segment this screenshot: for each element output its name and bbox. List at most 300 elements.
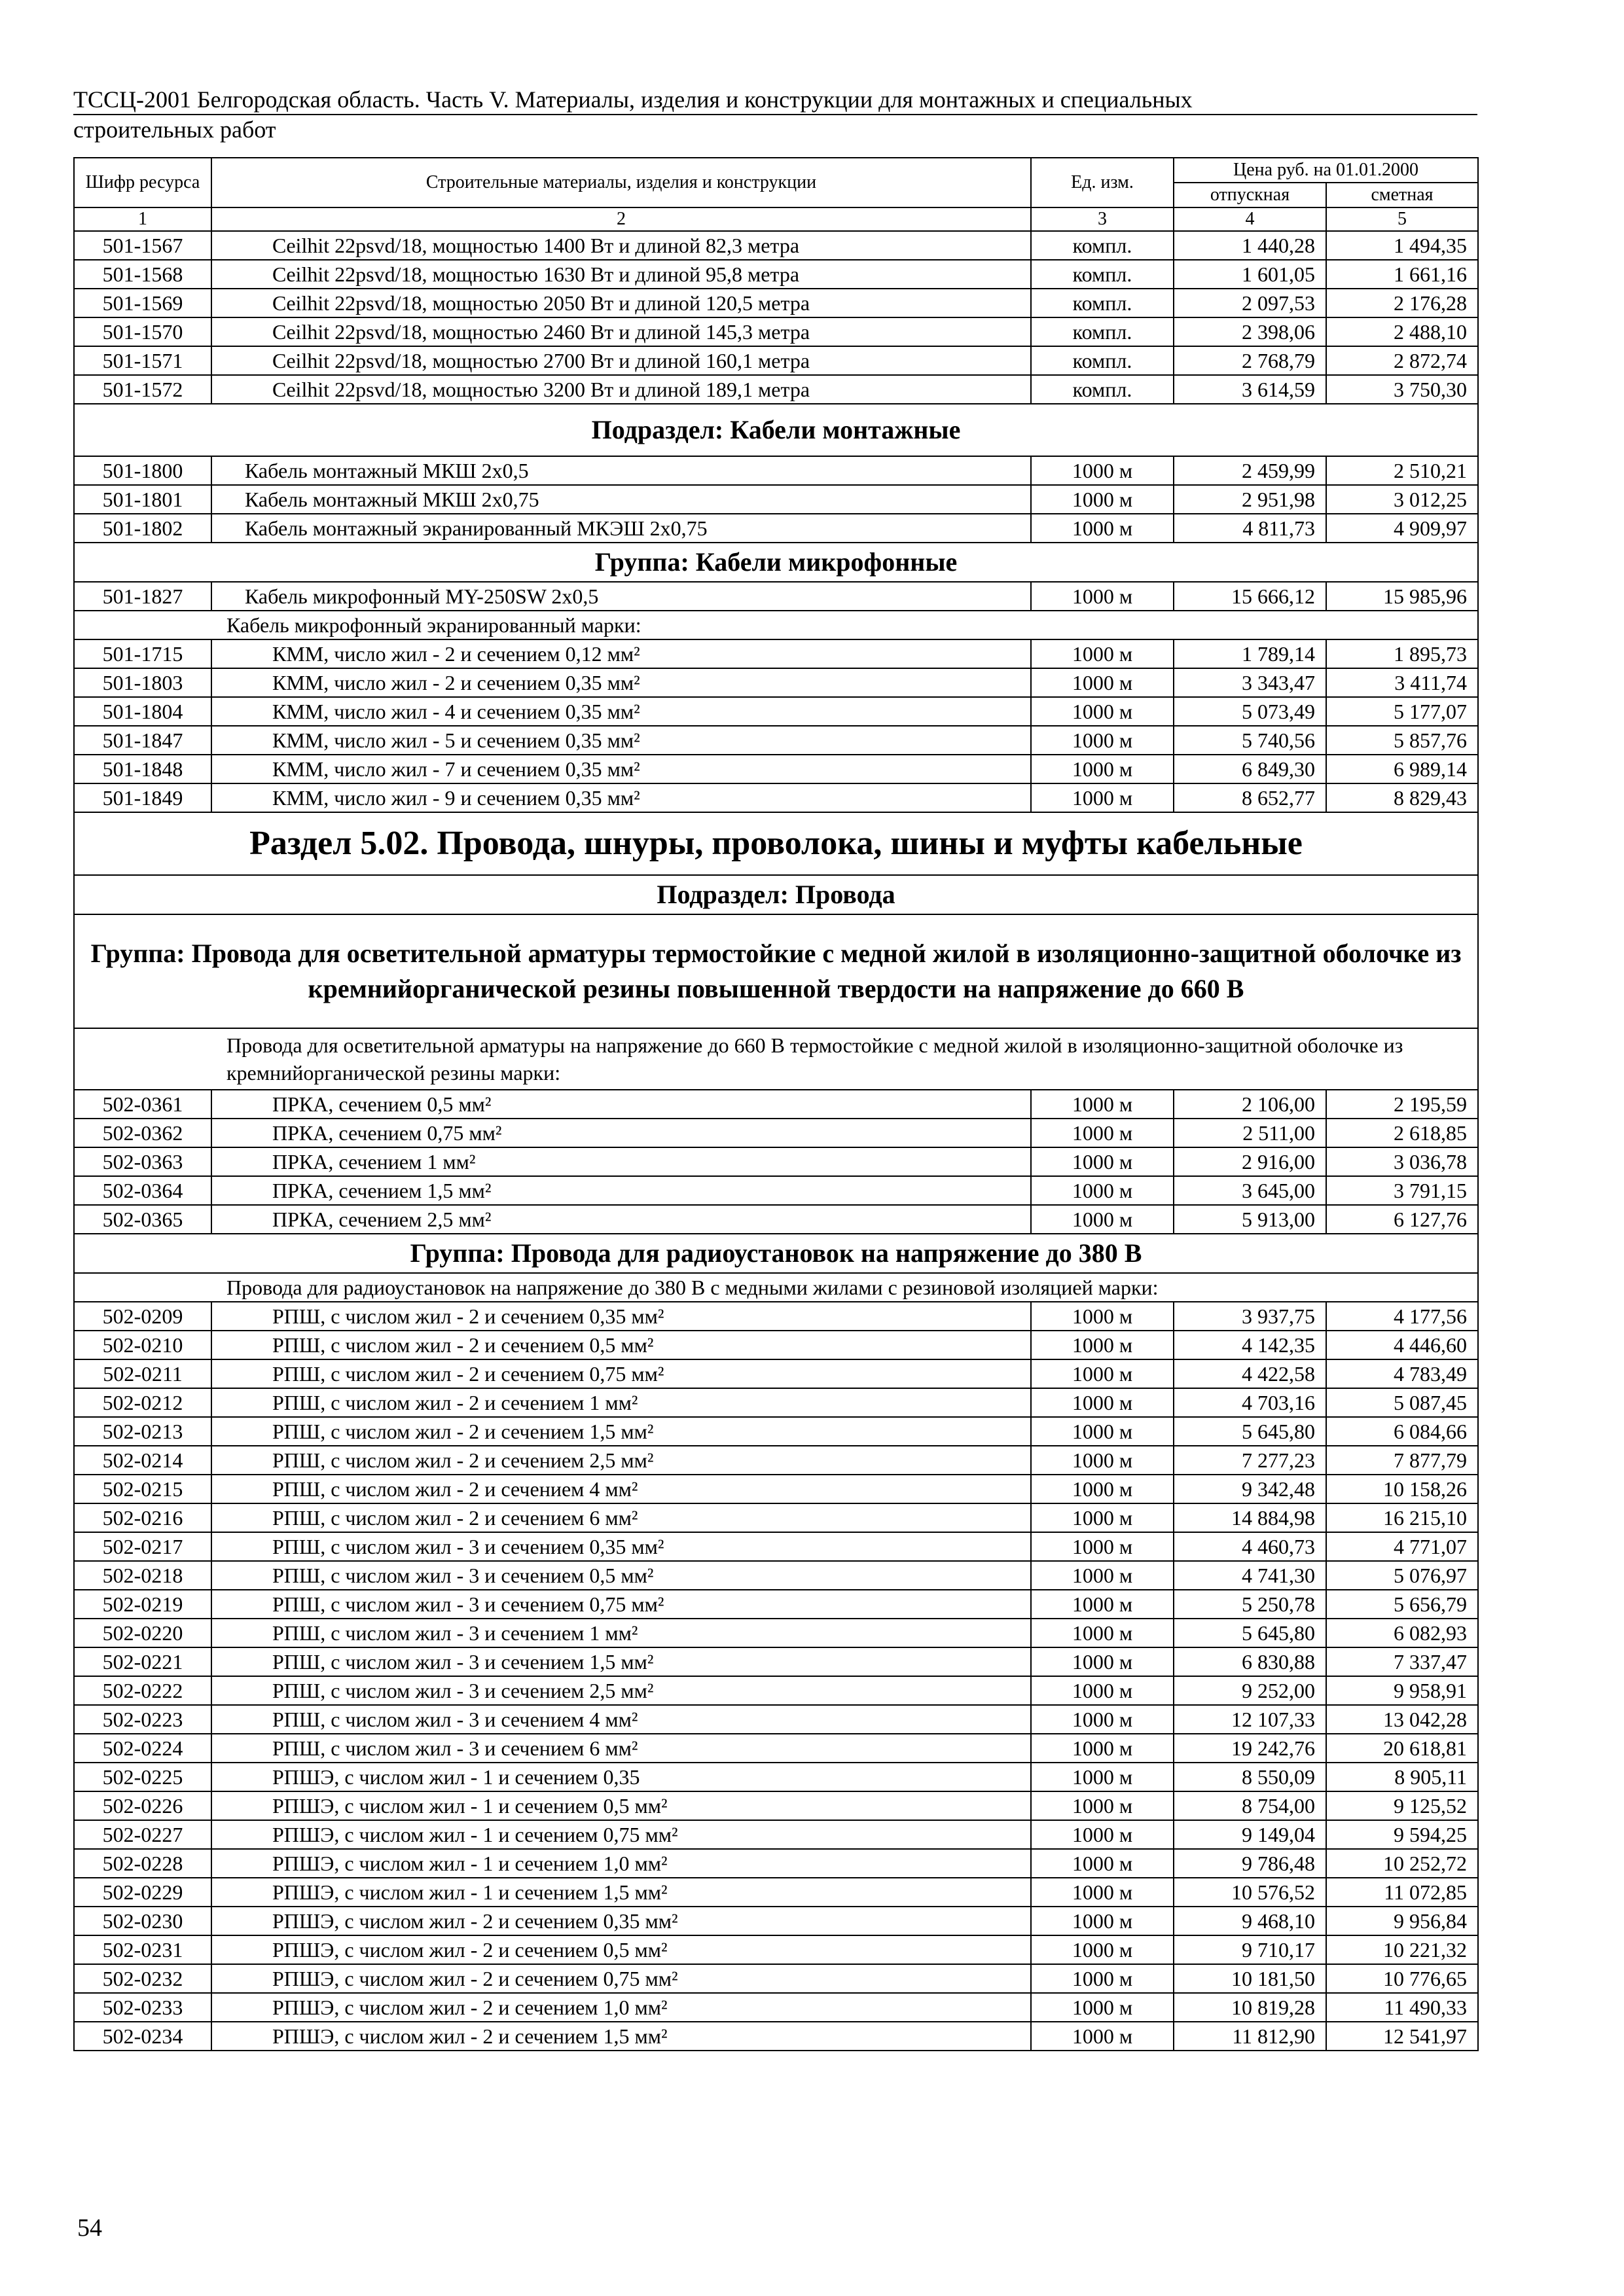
unit-of-measure: компл. bbox=[1031, 317, 1174, 346]
resource-code: 502-0362 bbox=[74, 1119, 211, 1147]
material-name: РПШЭ, с числом жил - 2 и сечением 1,0 мм² bbox=[211, 1993, 1031, 2022]
unit-of-measure: 1000 м bbox=[1031, 1532, 1174, 1561]
estimate-price: 5 857,76 bbox=[1326, 726, 1478, 755]
release-price: 9 786,48 bbox=[1174, 1849, 1326, 1878]
unit-of-measure: компл. bbox=[1031, 289, 1174, 317]
table-row bbox=[74, 1532, 1478, 1561]
resource-code: 501-1800 bbox=[74, 456, 211, 485]
release-price: 5 645,80 bbox=[1174, 1619, 1326, 1647]
unit-of-measure: 1000 м bbox=[1031, 1647, 1174, 1676]
resource-code: 502-0224 bbox=[74, 1734, 211, 1763]
table-row bbox=[74, 1878, 1478, 1907]
material-name: Кабель монтажный экранированный МКЭШ 2х0,75 bbox=[211, 514, 1031, 543]
table-row bbox=[74, 1763, 1478, 1791]
material-name: РПШ, с числом жил - 2 и сечением 1,5 мм² bbox=[211, 1417, 1031, 1446]
group-note: Кабель микрофонный экранированный марки: bbox=[74, 611, 1478, 639]
estimate-price: 5 177,07 bbox=[1326, 697, 1478, 726]
unit-of-measure: 1000 м bbox=[1031, 1561, 1174, 1590]
material-name: Ceilhit 22psvd/18, мощностью 1630 Вт и длиной 95,8 метра bbox=[211, 260, 1031, 289]
estimate-price: 6 989,14 bbox=[1326, 755, 1478, 783]
unit-of-measure: 1000 м bbox=[1031, 726, 1174, 755]
estimate-price: 9 594,25 bbox=[1326, 1820, 1478, 1849]
unit-of-measure: компл. bbox=[1031, 346, 1174, 375]
unit-of-measure: 1000 м bbox=[1031, 1878, 1174, 1907]
table-row bbox=[74, 375, 1478, 404]
resource-code: 502-0223 bbox=[74, 1705, 211, 1734]
estimate-price: 2 510,21 bbox=[1326, 456, 1478, 485]
unit-of-measure: 1000 м bbox=[1031, 1763, 1174, 1791]
estimate-price: 1 895,73 bbox=[1326, 639, 1478, 668]
release-price: 4 811,73 bbox=[1174, 514, 1326, 543]
release-price: 9 468,10 bbox=[1174, 1907, 1326, 1935]
release-price: 4 422,58 bbox=[1174, 1359, 1326, 1388]
release-price: 3 937,75 bbox=[1174, 1302, 1326, 1331]
resource-code: 502-0219 bbox=[74, 1590, 211, 1619]
table-row bbox=[74, 582, 1478, 611]
table-row bbox=[74, 1935, 1478, 1964]
release-price: 19 242,76 bbox=[1174, 1734, 1326, 1763]
material-name: КММ, число жил - 5 и сечением 0,35 мм² bbox=[211, 726, 1031, 755]
table-row bbox=[74, 1331, 1478, 1359]
unit-of-measure: 1000 м bbox=[1031, 1935, 1174, 1964]
estimate-price: 4 446,60 bbox=[1326, 1331, 1478, 1359]
material-name: РПШ, с числом жил - 3 и сечением 4 мм² bbox=[211, 1705, 1031, 1734]
resource-code: 501-1715 bbox=[74, 639, 211, 668]
col-number: 3 bbox=[1031, 207, 1174, 231]
running-header-line2: строительных работ bbox=[73, 117, 276, 143]
estimate-price: 6 084,66 bbox=[1326, 1417, 1478, 1446]
unit-of-measure: 1000 м bbox=[1031, 456, 1174, 485]
table-row bbox=[74, 1417, 1478, 1446]
table-row bbox=[74, 1964, 1478, 1993]
subsection-heading: Подраздел: Кабели монтажные bbox=[74, 404, 1478, 456]
estimate-price: 20 618,81 bbox=[1326, 1734, 1478, 1763]
material-name: РПШЭ, с числом жил - 1 и сечением 0,75 мм² bbox=[211, 1820, 1031, 1849]
material-name: Кабель микрофонный MY-250SW 2х0,5 bbox=[211, 582, 1031, 611]
resource-code: 502-0209 bbox=[74, 1302, 211, 1331]
release-price: 4 703,16 bbox=[1174, 1388, 1326, 1417]
table-row bbox=[74, 1619, 1478, 1647]
release-price: 2 106,00 bbox=[1174, 1090, 1326, 1119]
material-name: РПШ, с числом жил - 3 и сечением 2,5 мм² bbox=[211, 1676, 1031, 1705]
resource-code: 502-0211 bbox=[74, 1359, 211, 1388]
release-price: 5 250,78 bbox=[1174, 1590, 1326, 1619]
estimate-price: 10 252,72 bbox=[1326, 1849, 1478, 1878]
resource-code: 502-0217 bbox=[74, 1532, 211, 1561]
unit-of-measure: 1000 м bbox=[1031, 755, 1174, 783]
release-price: 9 342,48 bbox=[1174, 1475, 1326, 1503]
unit-of-measure: 1000 м bbox=[1031, 1676, 1174, 1705]
unit-of-measure: 1000 м bbox=[1031, 668, 1174, 697]
release-price: 7 277,23 bbox=[1174, 1446, 1326, 1475]
section-heading: Раздел 5.02. Провода, шнуры, проволока, шины и муфты кабельные bbox=[74, 812, 1478, 875]
running-header bbox=[73, 85, 1477, 144]
unit-of-measure: 1000 м bbox=[1031, 1820, 1174, 1849]
release-price: 3 645,00 bbox=[1174, 1176, 1326, 1205]
col-header-estimate-price: сметная bbox=[1326, 183, 1478, 207]
col-header-unit: Ед. изм. bbox=[1031, 158, 1174, 207]
col-header-release-price: отпускная bbox=[1174, 183, 1326, 207]
table-row bbox=[74, 289, 1478, 317]
page-number: 54 bbox=[77, 2214, 102, 2242]
estimate-price: 2 488,10 bbox=[1326, 317, 1478, 346]
estimate-price: 10 221,32 bbox=[1326, 1935, 1478, 1964]
material-name: РПШ, с числом жил - 2 и сечением 4 мм² bbox=[211, 1475, 1031, 1503]
resource-code: 502-0218 bbox=[74, 1561, 211, 1590]
estimate-price: 9 956,84 bbox=[1326, 1907, 1478, 1935]
material-name: РПШ, с числом жил - 2 и сечением 1 мм² bbox=[211, 1388, 1031, 1417]
col-header-price: Цена руб. на 01.01.2000 bbox=[1174, 158, 1478, 183]
release-price: 10 576,52 bbox=[1174, 1878, 1326, 1907]
estimate-price: 6 127,76 bbox=[1326, 1205, 1478, 1234]
material-name: РПШЭ, с числом жил - 1 и сечением 0,5 мм² bbox=[211, 1791, 1031, 1820]
resource-code: 501-1847 bbox=[74, 726, 211, 755]
unit-of-measure: 1000 м bbox=[1031, 1791, 1174, 1820]
unit-of-measure: 1000 м bbox=[1031, 582, 1174, 611]
release-price: 8 652,77 bbox=[1174, 783, 1326, 812]
table-row bbox=[74, 1205, 1478, 1234]
resource-code: 501-1801 bbox=[74, 485, 211, 514]
release-price: 12 107,33 bbox=[1174, 1705, 1326, 1734]
group-heading: Подраздел: Провода bbox=[74, 875, 1478, 914]
resource-code: 502-0225 bbox=[74, 1763, 211, 1791]
resource-code: 501-1571 bbox=[74, 346, 211, 375]
material-name: Кабель монтажный МКШ 2х0,75 bbox=[211, 485, 1031, 514]
release-price: 1 440,28 bbox=[1174, 231, 1326, 260]
group-heading-row bbox=[74, 1234, 1478, 1273]
group-note-row bbox=[74, 1028, 1478, 1090]
material-name: Ceilhit 22psvd/18, мощностью 1400 Вт и длиной 82,3 метра bbox=[211, 231, 1031, 260]
resource-code: 502-0227 bbox=[74, 1820, 211, 1849]
group-heading-row bbox=[74, 875, 1478, 914]
table-row bbox=[74, 783, 1478, 812]
material-name: РПШ, с числом жил - 3 и сечением 1,5 мм² bbox=[211, 1647, 1031, 1676]
release-price: 4 460,73 bbox=[1174, 1532, 1326, 1561]
resource-code: 502-0232 bbox=[74, 1964, 211, 1993]
estimate-price: 3 036,78 bbox=[1326, 1147, 1478, 1176]
unit-of-measure: компл. bbox=[1031, 260, 1174, 289]
estimate-price: 9 958,91 bbox=[1326, 1676, 1478, 1705]
unit-of-measure: 1000 м bbox=[1031, 1964, 1174, 1993]
estimate-price: 2 195,59 bbox=[1326, 1090, 1478, 1119]
col-number: 5 bbox=[1326, 207, 1478, 231]
estimate-price: 11 072,85 bbox=[1326, 1878, 1478, 1907]
material-name: РПШ, с числом жил - 2 и сечением 2,5 мм² bbox=[211, 1446, 1031, 1475]
resource-code: 502-0231 bbox=[74, 1935, 211, 1964]
resource-code: 501-1568 bbox=[74, 260, 211, 289]
estimate-price: 2 618,85 bbox=[1326, 1119, 1478, 1147]
release-price: 8 550,09 bbox=[1174, 1763, 1326, 1791]
unit-of-measure: 1000 м bbox=[1031, 697, 1174, 726]
running-header-line1: ТССЦ-2001 Белгородская область. Часть V. Материалы, изделия и конструкции для монтажных и специальных bbox=[73, 85, 1477, 115]
table-row bbox=[74, 639, 1478, 668]
resource-code: 502-0234 bbox=[74, 2022, 211, 2051]
material-name: КММ, число жил - 7 и сечением 0,35 мм² bbox=[211, 755, 1031, 783]
estimate-price: 13 042,28 bbox=[1326, 1705, 1478, 1734]
release-price: 9 252,00 bbox=[1174, 1676, 1326, 1705]
estimate-price: 6 082,93 bbox=[1326, 1619, 1478, 1647]
resource-code: 502-0228 bbox=[74, 1849, 211, 1878]
resource-code: 501-1849 bbox=[74, 783, 211, 812]
table-row bbox=[74, 1590, 1478, 1619]
table-row bbox=[74, 485, 1478, 514]
unit-of-measure: 1000 м bbox=[1031, 1475, 1174, 1503]
resource-code: 502-0210 bbox=[74, 1331, 211, 1359]
resource-code: 501-1569 bbox=[74, 289, 211, 317]
group-note-row bbox=[74, 611, 1478, 639]
resource-code: 501-1804 bbox=[74, 697, 211, 726]
resource-code: 501-1827 bbox=[74, 582, 211, 611]
material-name: РПШ, с числом жил - 2 и сечением 0,5 мм² bbox=[211, 1331, 1031, 1359]
material-name: ПРКА, сечением 2,5 мм² bbox=[211, 1205, 1031, 1234]
estimate-price: 8 905,11 bbox=[1326, 1763, 1478, 1791]
estimate-price: 4 771,07 bbox=[1326, 1532, 1478, 1561]
table-row bbox=[74, 755, 1478, 783]
resource-code: 501-1567 bbox=[74, 231, 211, 260]
estimate-price: 11 490,33 bbox=[1326, 1993, 1478, 2022]
material-name: РПШ, с числом жил - 2 и сечением 0,35 мм² bbox=[211, 1302, 1031, 1331]
release-price: 14 884,98 bbox=[1174, 1503, 1326, 1532]
table-row bbox=[74, 1820, 1478, 1849]
unit-of-measure: 1000 м bbox=[1031, 1205, 1174, 1234]
estimate-price: 7 877,79 bbox=[1326, 1446, 1478, 1475]
table-row bbox=[74, 317, 1478, 346]
estimate-price: 9 125,52 bbox=[1326, 1791, 1478, 1820]
table-row bbox=[74, 1475, 1478, 1503]
material-name: Ceilhit 22psvd/18, мощностью 3200 Вт и длиной 189,1 метра bbox=[211, 375, 1031, 404]
release-price: 2 459,99 bbox=[1174, 456, 1326, 485]
table-row bbox=[74, 1791, 1478, 1820]
table-row bbox=[74, 1676, 1478, 1705]
unit-of-measure: 1000 м bbox=[1031, 1993, 1174, 2022]
material-name: РПШЭ, с числом жил - 2 и сечением 0,75 мм² bbox=[211, 1964, 1031, 1993]
release-price: 6 849,30 bbox=[1174, 755, 1326, 783]
table-row bbox=[74, 668, 1478, 697]
group-heading-row bbox=[74, 543, 1478, 582]
release-price: 4 142,35 bbox=[1174, 1331, 1326, 1359]
release-price: 3 614,59 bbox=[1174, 375, 1326, 404]
material-name: Ceilhit 22psvd/18, мощностью 2700 Вт и длиной 160,1 метра bbox=[211, 346, 1031, 375]
unit-of-measure: 1000 м bbox=[1031, 1388, 1174, 1417]
estimate-price: 16 215,10 bbox=[1326, 1503, 1478, 1532]
estimate-price: 4 783,49 bbox=[1326, 1359, 1478, 1388]
resource-code: 502-0230 bbox=[74, 1907, 211, 1935]
material-name: КММ, число жил - 2 и сечением 0,12 мм² bbox=[211, 639, 1031, 668]
resource-code: 502-0361 bbox=[74, 1090, 211, 1119]
resource-code: 501-1570 bbox=[74, 317, 211, 346]
release-price: 10 181,50 bbox=[1174, 1964, 1326, 1993]
estimate-price: 4 909,97 bbox=[1326, 514, 1478, 543]
material-name: ПРКА, сечением 1,5 мм² bbox=[211, 1176, 1031, 1205]
unit-of-measure: 1000 м bbox=[1031, 783, 1174, 812]
resource-code: 502-0214 bbox=[74, 1446, 211, 1475]
estimate-price: 1 661,16 bbox=[1326, 260, 1478, 289]
section-heading-row bbox=[74, 812, 1478, 875]
resource-code: 501-1803 bbox=[74, 668, 211, 697]
unit-of-measure: компл. bbox=[1031, 231, 1174, 260]
group-heading: Группа: Провода для радиоустановок на напряжение до 380 В bbox=[74, 1234, 1478, 1273]
resource-code: 502-0216 bbox=[74, 1503, 211, 1532]
release-price: 2 511,00 bbox=[1174, 1119, 1326, 1147]
unit-of-measure: 1000 м bbox=[1031, 639, 1174, 668]
resource-code: 502-0221 bbox=[74, 1647, 211, 1676]
estimate-price: 3 012,25 bbox=[1326, 485, 1478, 514]
release-price: 6 830,88 bbox=[1174, 1647, 1326, 1676]
estimate-price: 12 541,97 bbox=[1326, 2022, 1478, 2051]
resource-code: 502-0226 bbox=[74, 1791, 211, 1820]
subsection-heading-row bbox=[74, 404, 1478, 456]
unit-of-measure: 1000 м bbox=[1031, 1619, 1174, 1647]
table-row bbox=[74, 1302, 1478, 1331]
material-name: РПШЭ, с числом жил - 1 и сечением 1,0 мм² bbox=[211, 1849, 1031, 1878]
table-row bbox=[74, 1119, 1478, 1147]
group-heading-row bbox=[74, 914, 1478, 1028]
material-name: КММ, число жил - 9 и сечением 0,35 мм² bbox=[211, 783, 1031, 812]
unit-of-measure: 1000 м bbox=[1031, 1331, 1174, 1359]
group-heading: Группа: Кабели микрофонные bbox=[74, 543, 1478, 582]
resource-code: 502-0212 bbox=[74, 1388, 211, 1417]
material-name: Ceilhit 22psvd/18, мощностью 2050 Вт и длиной 120,5 метра bbox=[211, 289, 1031, 317]
release-price: 5 740,56 bbox=[1174, 726, 1326, 755]
resource-code: 502-0365 bbox=[74, 1205, 211, 1234]
price-table bbox=[73, 157, 1479, 2051]
estimate-price: 5 087,45 bbox=[1326, 1388, 1478, 1417]
material-name: КММ, число жил - 2 и сечением 0,35 мм² bbox=[211, 668, 1031, 697]
table-row bbox=[74, 1647, 1478, 1676]
resource-code: 501-1572 bbox=[74, 375, 211, 404]
group-note-row bbox=[74, 1273, 1478, 1302]
material-name: РПШ, с числом жил - 3 и сечением 1 мм² bbox=[211, 1619, 1031, 1647]
release-price: 4 741,30 bbox=[1174, 1561, 1326, 1590]
resource-code: 501-1848 bbox=[74, 755, 211, 783]
unit-of-measure: 1000 м bbox=[1031, 1359, 1174, 1388]
release-price: 2 916,00 bbox=[1174, 1147, 1326, 1176]
release-price: 9 710,17 bbox=[1174, 1935, 1326, 1964]
col-number: 2 bbox=[211, 207, 1031, 231]
material-name: РПШЭ, с числом жил - 2 и сечением 0,35 мм² bbox=[211, 1907, 1031, 1935]
table-row bbox=[74, 1993, 1478, 2022]
unit-of-measure: 1000 м bbox=[1031, 1705, 1174, 1734]
material-name: Ceilhit 22psvd/18, мощностью 2460 Вт и длиной 145,3 метра bbox=[211, 317, 1031, 346]
resource-code: 501-1802 bbox=[74, 514, 211, 543]
resource-code: 502-0215 bbox=[74, 1475, 211, 1503]
unit-of-measure: 1000 м bbox=[1031, 1849, 1174, 1878]
unit-of-measure: 1000 м bbox=[1031, 1090, 1174, 1119]
unit-of-measure: 1000 м bbox=[1031, 485, 1174, 514]
estimate-price: 7 337,47 bbox=[1326, 1647, 1478, 1676]
release-price: 1 789,14 bbox=[1174, 639, 1326, 668]
estimate-price: 10 158,26 bbox=[1326, 1475, 1478, 1503]
resource-code: 502-0233 bbox=[74, 1993, 211, 2022]
estimate-price: 5 656,79 bbox=[1326, 1590, 1478, 1619]
resource-code: 502-0229 bbox=[74, 1878, 211, 1907]
estimate-price: 3 791,15 bbox=[1326, 1176, 1478, 1205]
col-header-code: Шифр ресурса bbox=[74, 158, 211, 207]
material-name: ПРКА, сечением 0,5 мм² bbox=[211, 1090, 1031, 1119]
material-name: Кабель монтажный МКШ 2х0,5 bbox=[211, 456, 1031, 485]
table-row bbox=[74, 1849, 1478, 1878]
group-note: Провода для осветительной арматуры на напряжение до 660 В термостойкие с медной жилой в изоляционно-защитной оболочке из кремнийорганической резины марки: bbox=[74, 1028, 1478, 1090]
release-price: 2 398,06 bbox=[1174, 317, 1326, 346]
estimate-price: 2 872,74 bbox=[1326, 346, 1478, 375]
material-name: РПШ, с числом жил - 2 и сечением 6 мм² bbox=[211, 1503, 1031, 1532]
unit-of-measure: компл. bbox=[1031, 375, 1174, 404]
release-price: 5 073,49 bbox=[1174, 697, 1326, 726]
material-name: РПШЭ, с числом жил - 2 и сечением 0,5 мм² bbox=[211, 1935, 1031, 1964]
estimate-price: 1 494,35 bbox=[1326, 231, 1478, 260]
unit-of-measure: 1000 м bbox=[1031, 1907, 1174, 1935]
estimate-price: 15 985,96 bbox=[1326, 582, 1478, 611]
release-price: 9 149,04 bbox=[1174, 1820, 1326, 1849]
table-row bbox=[74, 2022, 1478, 2051]
material-name: РПШЭ, с числом жил - 1 и сечением 1,5 мм² bbox=[211, 1878, 1031, 1907]
material-name: КММ, число жил - 4 и сечением 0,35 мм² bbox=[211, 697, 1031, 726]
table-row bbox=[74, 1388, 1478, 1417]
unit-of-measure: 1000 м bbox=[1031, 1503, 1174, 1532]
table-row bbox=[74, 1503, 1478, 1532]
table-row bbox=[74, 1907, 1478, 1935]
table-row bbox=[74, 1705, 1478, 1734]
unit-of-measure: 1000 м bbox=[1031, 2022, 1174, 2051]
unit-of-measure: 1000 м bbox=[1031, 1176, 1174, 1205]
table-row bbox=[74, 1090, 1478, 1119]
unit-of-measure: 1000 м bbox=[1031, 1734, 1174, 1763]
col-number: 1 bbox=[74, 207, 211, 231]
table-row bbox=[74, 1176, 1478, 1205]
release-price: 11 812,90 bbox=[1174, 2022, 1326, 2051]
unit-of-measure: 1000 м bbox=[1031, 1119, 1174, 1147]
material-name: РПШЭ, с числом жил - 1 и сечением 0,35 bbox=[211, 1763, 1031, 1791]
estimate-price: 3 411,74 bbox=[1326, 668, 1478, 697]
material-name: РПШ, с числом жил - 3 и сечением 0,75 мм² bbox=[211, 1590, 1031, 1619]
estimate-price: 8 829,43 bbox=[1326, 783, 1478, 812]
resource-code: 502-0220 bbox=[74, 1619, 211, 1647]
resource-code: 502-0222 bbox=[74, 1676, 211, 1705]
table-row bbox=[74, 1147, 1478, 1176]
release-price: 1 601,05 bbox=[1174, 260, 1326, 289]
estimate-price: 3 750,30 bbox=[1326, 375, 1478, 404]
col-header-name: Строительные материалы, изделия и конструкции bbox=[211, 158, 1031, 207]
material-name: РПШЭ, с числом жил - 2 и сечением 1,5 мм² bbox=[211, 2022, 1031, 2051]
table-row bbox=[74, 1446, 1478, 1475]
estimate-price: 2 176,28 bbox=[1326, 289, 1478, 317]
release-price: 2 768,79 bbox=[1174, 346, 1326, 375]
release-price: 15 666,12 bbox=[1174, 582, 1326, 611]
table-row bbox=[74, 1734, 1478, 1763]
unit-of-measure: 1000 м bbox=[1031, 1147, 1174, 1176]
release-price: 2 951,98 bbox=[1174, 485, 1326, 514]
material-name: РПШ, с числом жил - 3 и сечением 0,5 мм² bbox=[211, 1561, 1031, 1590]
material-name: ПРКА, сечением 1 мм² bbox=[211, 1147, 1031, 1176]
resource-code: 502-0363 bbox=[74, 1147, 211, 1176]
material-name: РПШ, с числом жил - 3 и сечением 0,35 мм² bbox=[211, 1532, 1031, 1561]
table-row bbox=[74, 346, 1478, 375]
release-price: 3 343,47 bbox=[1174, 668, 1326, 697]
table-row bbox=[74, 1359, 1478, 1388]
table-row bbox=[74, 231, 1478, 260]
release-price: 8 754,00 bbox=[1174, 1791, 1326, 1820]
unit-of-measure: 1000 м bbox=[1031, 1446, 1174, 1475]
release-price: 2 097,53 bbox=[1174, 289, 1326, 317]
unit-of-measure: 1000 м bbox=[1031, 1417, 1174, 1446]
group-heading: Группа: Провода для осветительной арматуры термостойкие с медной жилой в изоляционно-защитной оболочке из кремнийорганической резины повышенной твердости на напряжение до 660 В bbox=[74, 914, 1478, 1028]
group-note: Провода для радиоустановок на напряжение до 380 В с медными жилами с резиновой изоляцией марки: bbox=[74, 1273, 1478, 1302]
resource-code: 502-0213 bbox=[74, 1417, 211, 1446]
table-row bbox=[74, 456, 1478, 485]
material-name: ПРКА, сечением 0,75 мм² bbox=[211, 1119, 1031, 1147]
table-row bbox=[74, 697, 1478, 726]
unit-of-measure: 1000 м bbox=[1031, 1590, 1174, 1619]
